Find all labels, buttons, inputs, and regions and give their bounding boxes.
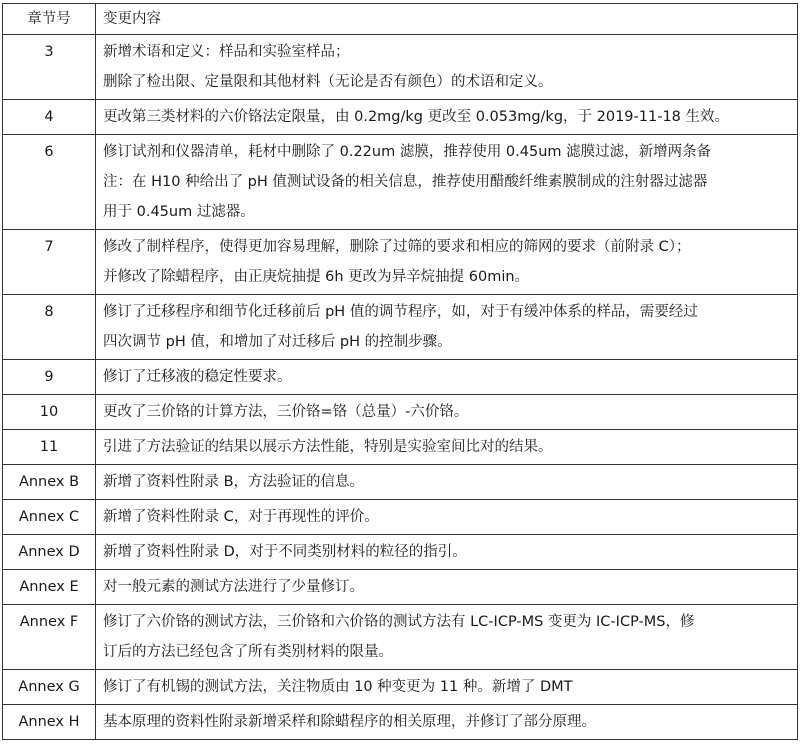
- table-row: [3, 230, 798, 295]
- section-number-cell: 10: [3, 395, 96, 430]
- change-content-cell: [96, 705, 798, 740]
- table-row: [3, 570, 798, 605]
- change-content-line: 修改了制样程序，使得更加容易理解，删除了过筛的要求和相应的筛网的要求（前附录 C）；: [103, 239, 691, 255]
- change-content-cell: [96, 670, 798, 705]
- section-number-cell: 9: [3, 360, 96, 395]
- table-row: [3, 705, 798, 740]
- table-row: [3, 100, 798, 135]
- change-content-line: 注：在 H10 种给出了 pH 值测试设备的相关信息，推荐使用醋酸纤维素膜制成的注射器过滤器: [103, 174, 708, 190]
- section-number-cell: Annex G: [3, 670, 96, 705]
- table-body: [3, 35, 798, 740]
- table-row: [3, 670, 798, 705]
- change-content-cell: [96, 295, 798, 360]
- change-content-line: 并修改了除蜡程序，由正庚烷抽提 6h 更改为异辛烷抽提 60min。: [103, 269, 530, 285]
- change-content-cell: [96, 465, 798, 500]
- section-number-cell: Annex H: [3, 705, 96, 740]
- change-content-line: 修订了迁移程序和细节化迁移前后 pH 值的调节程序，如，对于有缓冲体系的样品，需要经过: [103, 304, 698, 320]
- change-content-line: 新增了资料性附录 C，对于再现性的评价。: [103, 509, 379, 525]
- change-content-line: 修订了有机锡的测试方法，关注物质由 10 种变更为 11 种。新增了 DMT: [103, 679, 573, 695]
- table-row: [3, 360, 798, 395]
- change-content-cell: [96, 535, 798, 570]
- table-row: [3, 395, 798, 430]
- change-content-cell: [96, 360, 798, 395]
- change-content-line: 用于 0.45um 过滤器。: [103, 204, 255, 220]
- change-content-cell: [96, 35, 798, 100]
- table-row: [3, 35, 798, 100]
- change-content-line: 对一般元素的测试方法进行了少量修订。: [103, 579, 364, 595]
- table-row: [3, 535, 798, 570]
- change-content-line: 修订试剂和仪器清单，耗材中删除了 0.22um 滤膜，推荐使用 0.45um 滤膜过滤，新增两条备: [103, 144, 712, 160]
- change-content-cell: [96, 100, 798, 135]
- change-content-line: 新增了资料性附录 D，对于不同类别材料的粒径的指引。: [103, 544, 467, 560]
- change-content-line: 修订了迁移液的稳定性要求。: [103, 369, 292, 385]
- section-number-cell: 11: [3, 430, 96, 465]
- table-header-row: [3, 4, 798, 35]
- column-header-section: 章节号: [3, 4, 96, 35]
- change-content-cell: [96, 570, 798, 605]
- change-content-cell: [96, 230, 798, 295]
- table-row: [3, 295, 798, 360]
- change-content-cell: [96, 135, 798, 230]
- section-number-cell: 8: [3, 295, 96, 360]
- change-content-cell: [96, 605, 798, 670]
- table-row: [3, 430, 798, 465]
- section-number-cell: Annex E: [3, 570, 96, 605]
- change-content-line: 删除了检出限、定量限和其他材料（无论是否有颜色）的术语和定义。: [103, 74, 553, 90]
- change-content-line: 订后的方法已经包含了所有类别材料的限量。: [103, 644, 393, 660]
- table-row: [3, 135, 798, 230]
- change-content-line: 基本原理的资料性附录新增采样和除蜡程序的相关原理，并修订了部分原理。: [103, 714, 596, 730]
- section-number-cell: 3: [3, 35, 96, 100]
- change-content-cell: [96, 395, 798, 430]
- change-table: [2, 3, 798, 740]
- section-number-cell: 7: [3, 230, 96, 295]
- change-content-line: 更改了三价铬的计算方法，三价铬=铬（总量）-六价铬。: [103, 404, 469, 420]
- change-content-line: 修订了六价铬的测试方法，三价铬和六价铬的测试方法有 LC-ICP-MS 变更为 IC-ICP-MS，修: [103, 614, 695, 630]
- section-number-cell: 4: [3, 100, 96, 135]
- table-row: [3, 465, 798, 500]
- change-content-line: 四次调节 pH 值，和增加了对迁移后 pH 的控制步骤。: [103, 334, 452, 350]
- table-row: [3, 605, 798, 670]
- section-number-cell: Annex F: [3, 605, 96, 670]
- section-number-cell: Annex C: [3, 500, 96, 535]
- change-content-line: 引进了方法验证的结果以展示方法性能，特别是实验室间比对的结果。: [103, 439, 553, 455]
- column-header-content: 变更内容: [96, 4, 798, 35]
- section-number-cell: Annex B: [3, 465, 96, 500]
- change-content-line: 更改第三类材料的六价铬法定限量，由 0.2mg/kg 更改至 0.053mg/kg，于 2019-11-18 生效。: [103, 109, 730, 125]
- change-content-cell: [96, 500, 798, 535]
- change-content-cell: [96, 430, 798, 465]
- section-number-cell: Annex D: [3, 535, 96, 570]
- change-content-line: 新增了资料性附录 B，方法验证的信息。: [103, 474, 365, 490]
- table-row: [3, 500, 798, 535]
- change-content-line: 新增术语和定义：样品和实验室样品；: [103, 44, 350, 60]
- section-number-cell: 6: [3, 135, 96, 230]
